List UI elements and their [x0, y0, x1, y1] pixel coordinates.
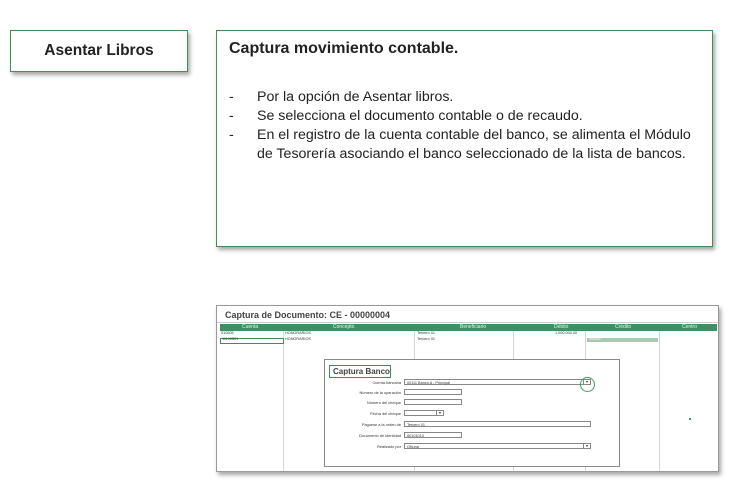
app-screenshot: [216, 305, 719, 472]
col-header-cuenta[interactable]: Cuenta: [242, 324, 259, 330]
field-label-numero-operacion: Número de la operación: [359, 390, 401, 395]
documento-input[interactable]: 80101010: [404, 432, 462, 438]
field-label-realizado: Realizado por: [376, 444, 401, 449]
screenshot-title: Captura de Documento: CE - 00000004: [225, 310, 391, 320]
numero-cheque-input[interactable]: [404, 399, 462, 405]
table-header: [220, 324, 717, 331]
info-list: [229, 88, 709, 164]
field-label-paguese: Páguese a la orden de: [361, 422, 401, 427]
section-label-box: Asentar Libros: [10, 30, 188, 72]
realizado-por-select[interactable]: Oficina ▼: [404, 443, 591, 449]
title-divider: [217, 322, 718, 323]
info-title: Captura movimiento contable.: [229, 40, 459, 57]
field-label-numero-cheque: Número del cheque: [367, 400, 401, 405]
paguese-input[interactable]: Tercero 01: [404, 421, 591, 427]
col-header-concepto[interactable]: Concepto: [333, 324, 355, 330]
field-label-documento: Documento de identidad: [358, 433, 401, 438]
row1-cuenta[interactable]: 510505: [221, 331, 234, 335]
col-header-debito[interactable]: Débito: [554, 324, 569, 330]
col-header-credito[interactable]: Crédito: [615, 324, 632, 330]
col-header-centro[interactable]: Centro: [682, 324, 698, 330]
col-header-beneficiario[interactable]: Beneficiario: [460, 324, 487, 330]
list-item: - Por la opción de Asentar libros.: [229, 89, 454, 105]
col-divider: [659, 331, 660, 471]
captura-banco-dialog: [324, 359, 620, 467]
col-divider: [283, 331, 284, 471]
highlight-circle: [580, 377, 595, 392]
field-label-cuenta-bancaria: Cuenta bancaria: [372, 380, 401, 385]
fecha-cheque-input[interactable]: [404, 410, 444, 416]
chevron-down-icon[interactable]: ▼: [583, 380, 590, 384]
row1-beneficiario[interactable]: Tercero 01: [417, 331, 435, 335]
dialog-title: Captura Banco: [329, 365, 391, 378]
cursor-dot: [689, 418, 691, 420]
chevron-down-icon[interactable]: ▼: [583, 444, 590, 448]
info-box: [216, 30, 713, 247]
row2-beneficiario[interactable]: Tercero 01: [417, 337, 435, 341]
row2-credito-cell[interactable]: 1000000: [587, 338, 658, 342]
numero-operacion-input[interactable]: [404, 389, 462, 395]
list-item: - Se selecciona el documento contable o de recaudo.: [229, 108, 583, 124]
list-item: - En el registro de la cuenta contable del banco, se alimenta el Módulo de Tesorería asociando el banco seleccionado de la lista de bancos.: [229, 127, 691, 162]
cuenta-bancaria-select[interactable]: 00111 Banco A - Principal ▼: [404, 379, 591, 385]
calendar-spin-icon[interactable]: ▼: [436, 411, 443, 415]
row1-debito[interactable]: 1,000,000.00: [555, 331, 578, 335]
row1-concepto[interactable]: HONORARIOS: [285, 331, 311, 335]
row2-cuenta[interactable]: 11100501: [222, 337, 239, 341]
row2-concepto[interactable]: HONORARIOS: [285, 337, 311, 341]
field-label-fecha-cheque: Fecha del cheque: [370, 411, 401, 416]
